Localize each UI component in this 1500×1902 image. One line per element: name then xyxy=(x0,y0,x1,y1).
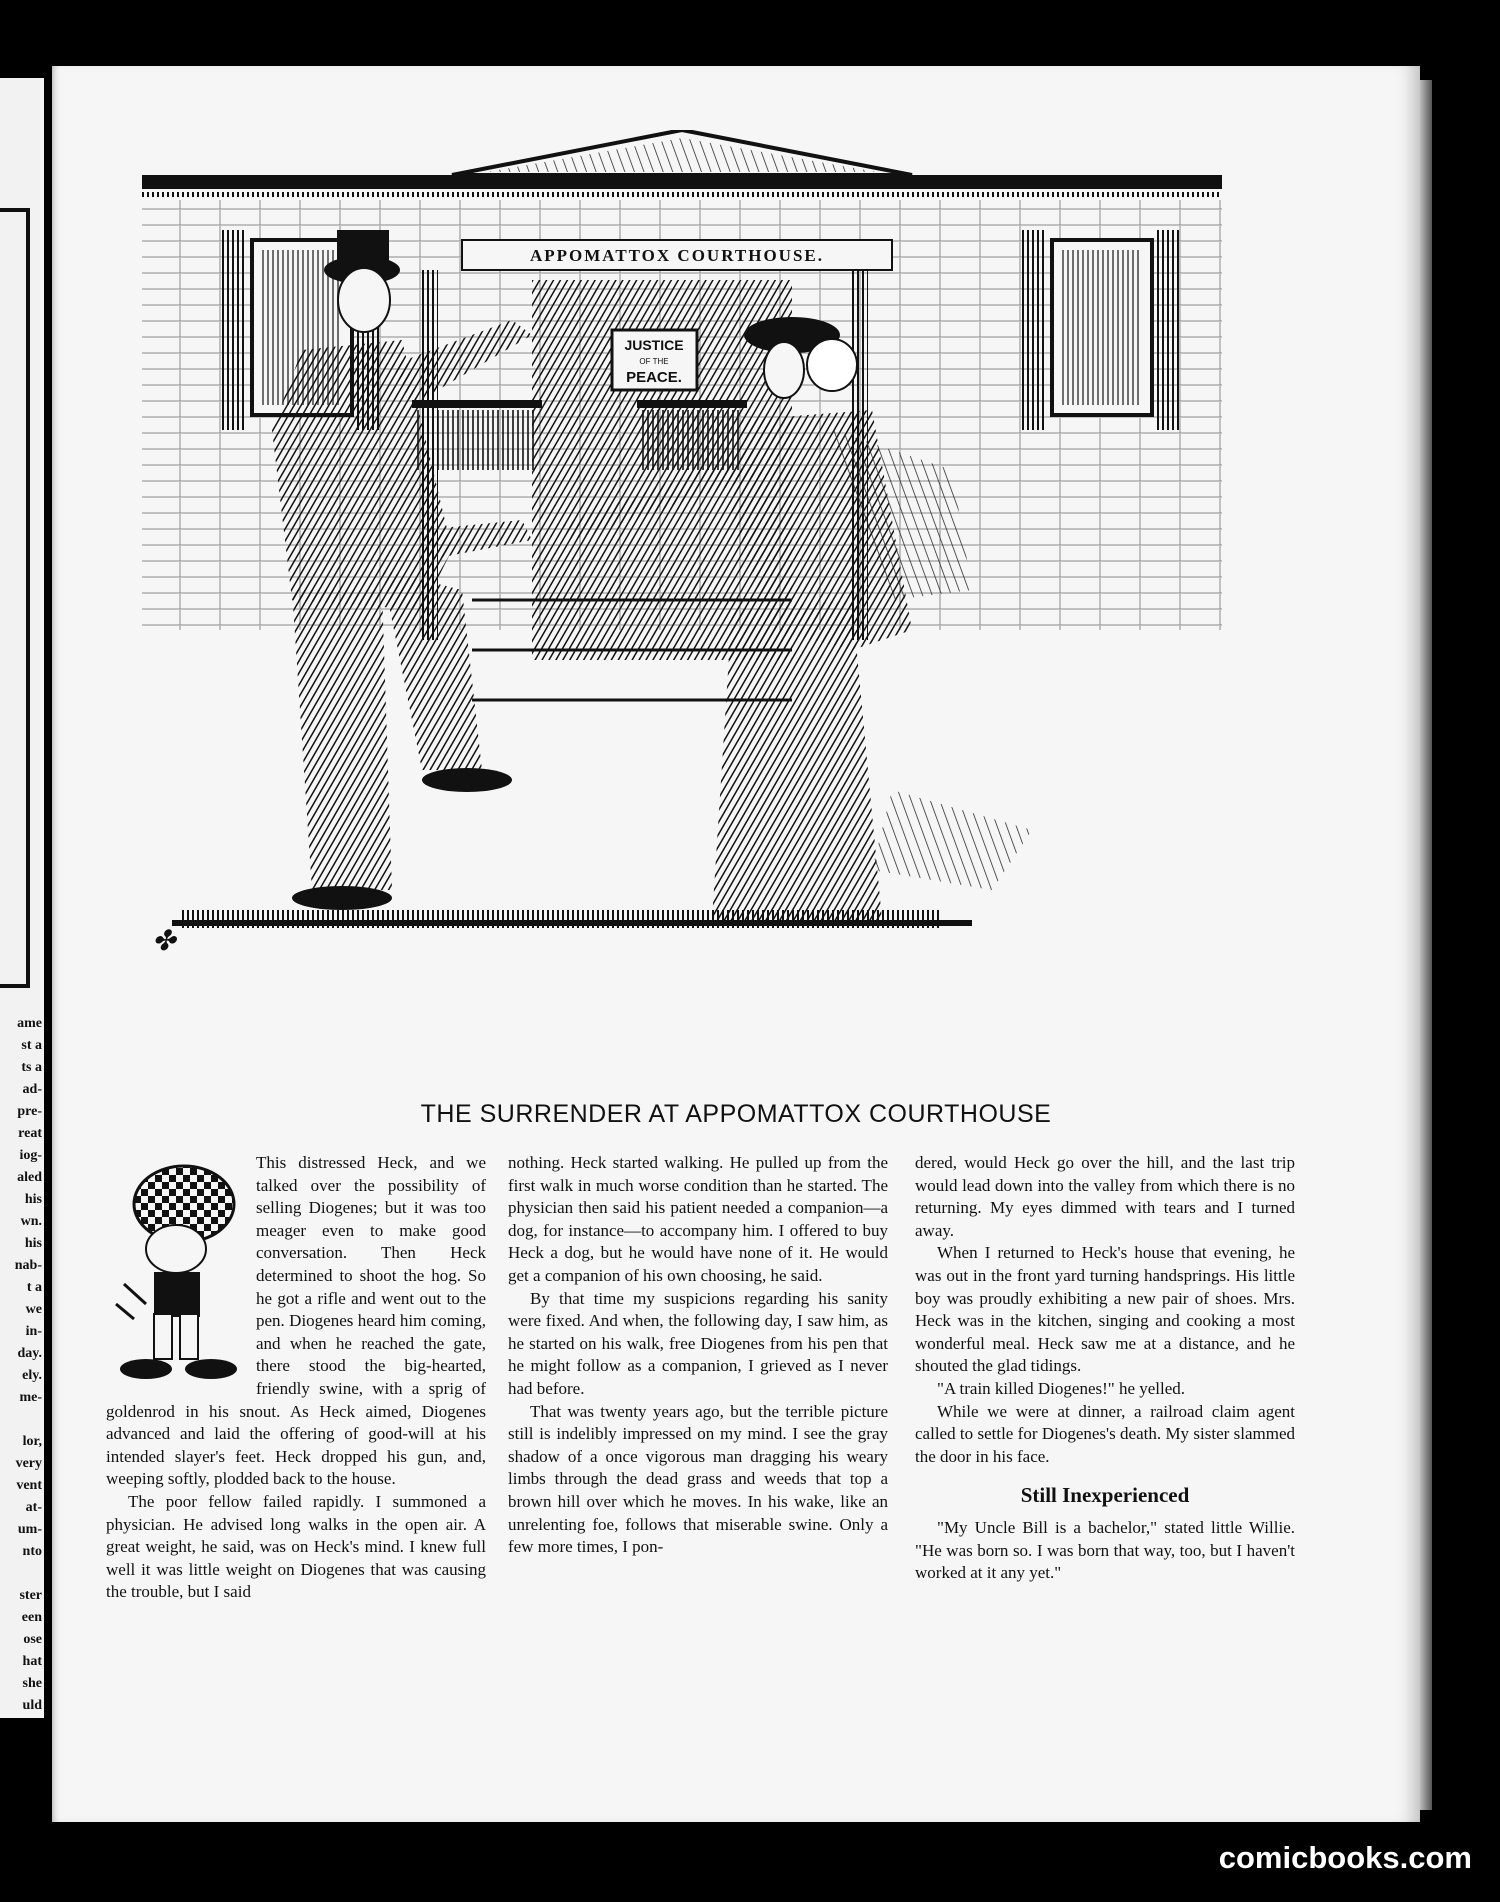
fragment-line: his xyxy=(24,1192,42,1207)
fragment-line: nab- xyxy=(14,1258,42,1273)
fragment-line: nto xyxy=(22,1544,42,1559)
door-sign-line: OF THE xyxy=(639,357,669,366)
fragment-line: t a xyxy=(26,1280,42,1295)
text-column-3 xyxy=(915,1152,1295,1585)
text-column-2 xyxy=(508,1152,888,1559)
artist-monogram: ✤ xyxy=(152,926,176,957)
fragment-line: very xyxy=(15,1456,42,1471)
section-subheading: Still Inexperienced xyxy=(1020,1483,1190,1508)
paragraph: This distressed Heck, and we talked over the possibility of selling Diogenes; but it was too meager even to make good conversation. Then Heck determined to shoot the hog. So he got a rifle and went out to the pen. Diogenes heard him coming, and when he reached the gate, there stood the big-hearted, friendly swine, with a sprig of goldenrod in his snout. As Heck aimed, Diogenes advanced and laid the offering of good-will at his intended slayer's feet. Heck dropped his gun, and, weeping softly, plodded back to the house. xyxy=(106,1153,486,1489)
fragment-line: reat xyxy=(18,1126,42,1141)
cartoon-boy-figure xyxy=(106,1154,248,1386)
fragment-line: ts a xyxy=(21,1060,42,1075)
door-sign-line: JUSTICE xyxy=(624,337,684,353)
fragment-line xyxy=(2,1409,42,1431)
fragment-line: uld xyxy=(22,1698,42,1713)
right-window xyxy=(1022,230,1180,430)
page-edge-shadow xyxy=(1420,80,1432,1810)
fragment-line: ely. xyxy=(22,1368,42,1383)
fragment-line: ose xyxy=(23,1632,42,1647)
fragment-line: she xyxy=(22,1676,42,1691)
paragraph: "My Uncle Bill is a bachelor," stated little Willie. "He was born so. I was born that way, too, but I haven't worked at it any yet." xyxy=(915,1517,1295,1583)
fragment-line: ad- xyxy=(22,1082,42,1097)
fragment-line xyxy=(2,1563,42,1585)
fragment-line: aled xyxy=(17,1170,42,1185)
door-sign-line: PEACE. xyxy=(626,369,682,386)
site-watermark: comicbooks.com xyxy=(1218,1840,1472,1875)
fragment-line: me- xyxy=(19,1390,42,1405)
paragraph: That was twenty years ago, but the terrible picture still is indelibly impressed on my mind. I see the gray shadow of a once vigorous man dragging his weary limbs through the dead grass and weeds that top a brown hill over which he moves. In his wake, like an unrelenting foe, follows that miserable swine. Only a few more times, I pon- xyxy=(508,1401,888,1557)
fragment-line: in- xyxy=(25,1324,42,1339)
text-column-1 xyxy=(106,1152,486,1604)
facing-page-text-fragments xyxy=(2,1013,42,1717)
facing-page-frame xyxy=(0,208,30,988)
fragment-line: iog- xyxy=(19,1148,42,1163)
paragraph: When I returned to Heck's house that evening, he was out in the front yard turning handsprings. His little boy was proudly exhibiting a new pair of shoes. Mrs. Heck was in the kitchen, singing and cooking a most wonderful meal. Heck saw me at a distance, and he shouted the glad tidings. xyxy=(915,1243,1295,1376)
facing-page-edge xyxy=(0,78,44,1718)
paragraph: "A train killed Diogenes!" he yelled. xyxy=(937,1378,1186,1398)
fragment-line: his xyxy=(24,1236,42,1251)
fragment-line: hat xyxy=(22,1654,42,1669)
fragment-line: wn. xyxy=(20,1214,42,1229)
fragment-line: een xyxy=(21,1610,42,1625)
cartoon-boy-drawing xyxy=(106,1154,248,1386)
paragraph: nothing. Heck started walking. He pulled up from the first walk in much worse condition than he started. The physician then said his patient needed a companion—a dog, for instance—to accompany him. I offered to buy Heck a dog, but he would have none of it. He would get a companion of his own choosing, he said. xyxy=(508,1153,888,1285)
illustration-caption: THE SURRENDER AT APPOMATTOX COURTHOUSE xyxy=(420,1100,1052,1128)
building-sign-text: APPOMATTOX COURTHOUSE. xyxy=(529,246,825,265)
paragraph: The poor fellow failed rapidly. I summoned a physician. He advised long walks in the open air. A great weight, he said, was on Heck's mind. I knew full well it was little weight on Diogenes that was causing the trouble, but I said xyxy=(106,1491,486,1602)
fragment-line: pre- xyxy=(17,1104,42,1119)
building-roof xyxy=(142,130,1222,197)
fragment-line: um- xyxy=(17,1522,42,1537)
fragment-line: vent xyxy=(16,1478,42,1493)
paragraph: By that time my suspicions regarding his sanity were fixed. And when, the following day, I saw him, as he started on his walk, free Diogenes from his pen that he might follow as a companion, I grieved as I never had before. xyxy=(508,1288,888,1398)
left-railing xyxy=(412,400,542,470)
illustration-drawing xyxy=(92,130,1272,1050)
fragment-line: we xyxy=(25,1302,42,1317)
fragment-line: lor, xyxy=(22,1434,42,1449)
fragment-line: st a xyxy=(21,1038,42,1053)
fragment-line: ster xyxy=(19,1588,42,1603)
paragraph: dered, would Heck go over the hill, and the last trip would lead down into the valley from which there is no returning. My eyes dimmed with tears and I turned away. xyxy=(915,1153,1295,1240)
fragment-line: day. xyxy=(17,1346,42,1361)
fragment-line: at- xyxy=(25,1500,42,1515)
courthouse-illustration xyxy=(92,130,1272,1050)
fragment-line: ame xyxy=(17,1016,42,1031)
paragraph: While we were at dinner, a railroad claim agent called to settle for Diogenes's death. My sister slammed the door in his face. xyxy=(915,1401,1295,1466)
